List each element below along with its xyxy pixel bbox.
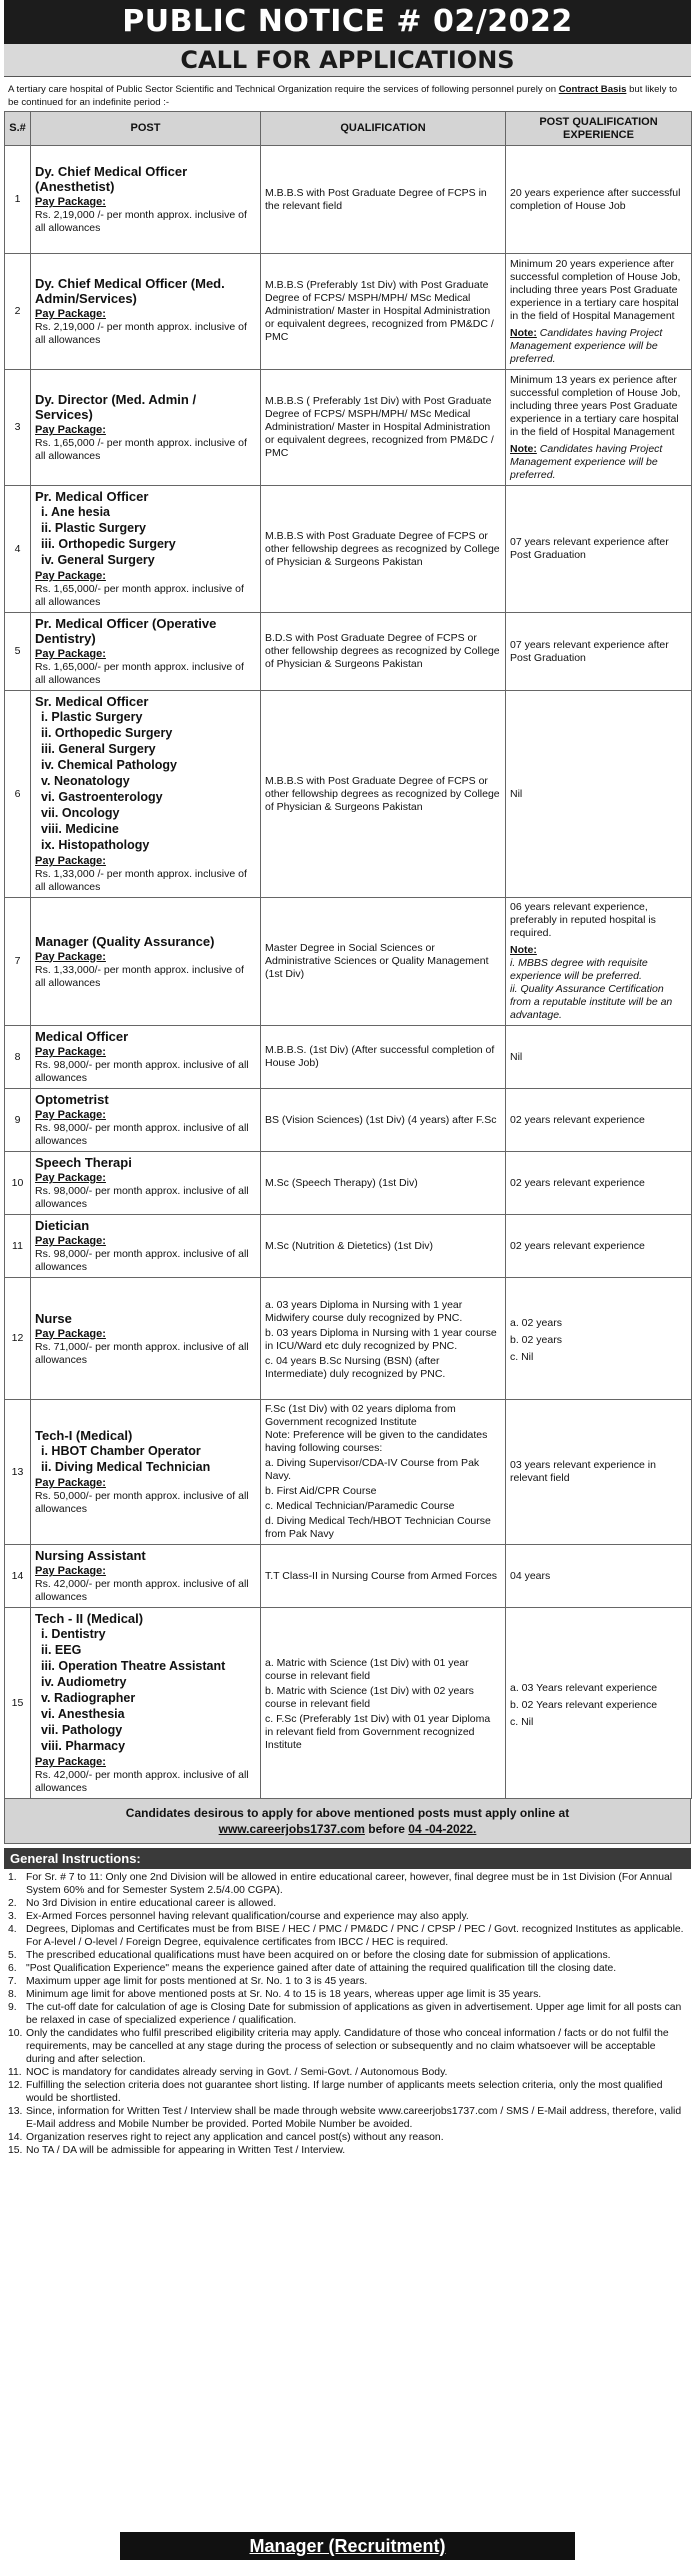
instruction-number: 13. xyxy=(8,2106,23,2117)
experience-note xyxy=(510,327,687,366)
post-subitem: ii. Diving Medical Technician xyxy=(41,1460,211,1474)
instruction-text: For Sr. # 7 to 11: Only one 2nd Division will be allowed in entire educational career, however, final degree must be in 1st Division (For Annual System 60% and for Semester System 2.5/4.00 CGPA). xyxy=(26,1872,673,1896)
pay-package-label: Pay Package: xyxy=(35,570,106,582)
instruction-text: Degrees, Diplomas and Certificates must be from BISE / HEC / PMC / PM&DC / PNC / CPSP / PEC / Govt. recognized Institutes as applicable. For A-level / O-level / Foreign Degree, equivalence certificates from IBCC / HEC is required. xyxy=(26,1924,684,1948)
qualification-item: a. 03 years Diploma in Nursing with 1 year Midwifery course duly recognized by PNC. xyxy=(265,1298,463,1324)
qualification-text: M.B.B.S with Post Graduate Degree of FCPS or other fellowship degrees as recognized by College of Physician & Surgeons Pakistan xyxy=(265,529,500,568)
post-cell xyxy=(31,254,261,370)
post-cell xyxy=(31,1545,261,1608)
qualification-note: Note: Preference will be given to the candidates having following courses: xyxy=(265,1429,488,1454)
qualification-item: a. Diving Supervisor/CDA-IV Course from Pak Navy. xyxy=(265,1457,480,1482)
pay-amount: Rs. 2,19,000 /- per month approx. inclusive of all allowances xyxy=(35,321,247,346)
experience-item: c. Nil xyxy=(510,1715,534,1728)
instruction-item xyxy=(8,1910,687,1923)
experience-text: 20 years experience after successful completion of House Job xyxy=(510,186,681,212)
table-row xyxy=(5,146,692,254)
post-cell xyxy=(31,613,261,691)
pay-amount: Rs. 1,65,000 /- per month approx. inclusive of all allowances xyxy=(35,437,247,462)
col-post: POST xyxy=(31,112,261,146)
apply-link[interactable]: www.careerjobs1737.com xyxy=(218,1822,365,1836)
pay-amount: Rs. 1,65,000/- per month approx. inclusive of all allowances xyxy=(35,583,244,608)
instruction-number: 7. xyxy=(8,1976,17,1987)
table-row xyxy=(5,1215,692,1278)
post-cell xyxy=(31,1089,261,1152)
instruction-item xyxy=(8,1923,687,1949)
qualification-item: b. First Aid/CPR Course xyxy=(265,1485,377,1497)
instruction-item xyxy=(8,2105,687,2131)
notice-subtitle: CALL FOR APPLICATIONS xyxy=(4,44,691,77)
post-cell xyxy=(31,1278,261,1400)
qualification-text: M.B.B.S with Post Graduate Degree of FCPS in the relevant field xyxy=(265,186,487,212)
qualification-cell xyxy=(261,1089,506,1152)
instruction-item xyxy=(8,2131,687,2144)
instruction-number: 15. xyxy=(8,2145,23,2156)
table-row xyxy=(5,613,692,691)
post-name: Speech Therapi xyxy=(35,1155,132,1170)
experience-cell xyxy=(506,613,692,691)
table-row xyxy=(5,691,692,898)
qualification-cell xyxy=(261,486,506,613)
pay-amount: Rs. 98,000/- per month approx. inclusive of all allowances xyxy=(35,1122,249,1147)
col-experience: POST QUALIFICATION EXPERIENCE xyxy=(506,112,692,146)
post-subitem: i. Plastic Surgery xyxy=(41,710,143,724)
post-name: Manager (Quality Assurance) xyxy=(35,933,215,949)
col-sno: S.# xyxy=(5,112,31,146)
pay-package-label: Pay Package: xyxy=(35,1046,106,1058)
post-subitem: ii. Orthopedic Surgery xyxy=(41,726,173,740)
table-body xyxy=(5,146,692,1799)
instruction-number: 12. xyxy=(8,2080,23,2091)
qualification-text: M.B.B.S ( Preferably 1st Div) with Post Graduate Degree of FCPS/ MSPH/MPH/ MSc Medical Administration/ Master in Hospital Administration or equivalent degrees, recognized from PM&DC / PMC xyxy=(265,395,494,459)
row-sno: 11 xyxy=(5,1215,31,1278)
post-subitem: ix. Histopathology xyxy=(41,838,150,852)
post-subitem: vii. Oncology xyxy=(41,806,120,820)
col-qualification: QUALIFICATION xyxy=(261,112,506,146)
instruction-number: 1. xyxy=(8,1872,17,1883)
post-cell xyxy=(31,898,261,1026)
post-name: Tech-I (Medical) xyxy=(35,1428,133,1443)
qualification-item: b. Matric with Science (1st Div) with 02 years course in relevant field xyxy=(265,1684,474,1710)
post-cell xyxy=(31,1026,261,1089)
experience-text: Nil xyxy=(510,1050,523,1063)
instruction-text: Minimum age limit for above mentioned posts at Sr. No. 4 to 15 is 18 years, whereas upper age limit is 35 years. xyxy=(26,1989,542,2000)
contract-basis: Contract Basis xyxy=(558,84,627,95)
post-cell xyxy=(31,691,261,898)
instruction-text: NOC is mandatory for candidates already serving in Govt. / Semi-Govt. / Autonomous Body. xyxy=(26,2067,448,2078)
experience-cell xyxy=(506,1400,692,1545)
row-sno: 3 xyxy=(5,370,31,486)
instruction-number: 5. xyxy=(8,1950,17,1961)
instruction-item xyxy=(8,2001,687,2027)
post-subitem: iii. General Surgery xyxy=(41,742,156,756)
post-cell xyxy=(31,146,261,254)
instruction-text: Organization reserves right to reject any application and cancel post(s) without any reason. xyxy=(26,2132,444,2143)
row-sno: 12 xyxy=(5,1278,31,1400)
pay-amount: Rs. 98,000/- per month approx. inclusive of all allowances xyxy=(35,1059,249,1084)
qualification-item: c. F.Sc (Preferably 1st Div) with 01 year Diploma in relevant field from Government recognized Institute xyxy=(265,1712,491,1751)
experience-cell xyxy=(506,254,692,370)
pay-package-label: Pay Package: xyxy=(35,1235,106,1247)
apply-banner: Candidates desirous to apply for above mentioned posts must apply online at www.careerjobs1737.com before 04 -04-2022. xyxy=(4,1799,691,1844)
qualification-cell xyxy=(261,1400,506,1545)
instruction-item xyxy=(8,1949,687,1962)
instruction-number: 4. xyxy=(8,1924,17,1935)
instruction-text: No 3rd Division in entire educational career is allowed. xyxy=(26,1898,277,1909)
row-sno: 9 xyxy=(5,1089,31,1152)
post-subitem: ii. Plastic Surgery xyxy=(41,521,146,535)
instruction-text: Fulfilling the selection criteria does not guarantee short listing. If large number of applicants meets selection criteria, only the most qualified would be shortlisted. xyxy=(26,2080,663,2104)
qualification-cell xyxy=(261,254,506,370)
instruction-text: Since, information for Written Test / Interview shall be made through website www.careerjobs1737.com / SMS / E-Mail address, therefore, valid E-Mail address and Mobile Number be provided. Ported Mobile Number be avoided. xyxy=(26,2106,682,2130)
instruction-text: The prescribed educational qualifications must have been acquired on or before the closing date for submission of applications. xyxy=(26,1950,611,1961)
table-row xyxy=(5,370,692,486)
qualification-item: c. 04 years B.Sc Nursing (BSN) (after Intermediate) duly recognized by PNC. xyxy=(265,1354,446,1380)
qualification-item: c. Medical Technician/Paramedic Course xyxy=(265,1500,455,1512)
experience-text: 04 years xyxy=(510,1569,551,1582)
instruction-text: The cut-off date for calculation of age is Closing Date for submission of applications as given in advertisement. Upper age limit for all posts can be relaxed in case of specialized experience / qualification. xyxy=(26,2002,682,2026)
instruction-number: 3. xyxy=(8,1911,17,1922)
pay-amount: Rs. 71,000/- per month approx. inclusive of all allowances xyxy=(35,1340,249,1366)
qualification-cell xyxy=(261,1278,506,1400)
post-subitem: i. Dentistry xyxy=(41,1627,106,1641)
qualification-cell xyxy=(261,1545,506,1608)
qualification-item: a. Matric with Science (1st Div) with 01 year course in relevant field xyxy=(265,1656,469,1682)
qualification-text: M.B.B.S with Post Graduate Degree of FCPS or other fellowship degrees as recognized by College of Physician & Surgeons Pakistan xyxy=(265,774,500,813)
table-row xyxy=(5,1608,692,1799)
instruction-text: Maximum upper age limit for posts mentioned at Sr. No. 1 to 3 is 45 years. xyxy=(26,1976,368,1987)
post-name: Nursing Assistant xyxy=(35,1548,146,1563)
table-row xyxy=(5,1400,692,1545)
experience-cell xyxy=(506,146,692,254)
row-sno: 14 xyxy=(5,1545,31,1608)
intro-text: A tertiary care hospital of Public Sector Scientific and Technical Organization require the services of following personnel purely on Contract Basis but likely to be continued for an indefinite period :- xyxy=(8,84,678,108)
qualification-text: M.B.B.S (Preferably 1st Div) with Post Graduate Degree of FCPS/ MSPH/MPH/ MSc Medical Administration/ Master in Hospital Administration or equivalent degrees, recognized from PM&DC / PMC xyxy=(265,279,494,343)
row-sno: 13 xyxy=(5,1400,31,1545)
pay-amount: Rs. 1,65,000/- per month approx. inclusive of all allowances xyxy=(35,661,244,686)
qualification-cell xyxy=(261,1026,506,1089)
instruction-number: 2. xyxy=(8,1898,17,1909)
pay-amount: Rs. 50,000/- per month approx. inclusive of all allowances xyxy=(35,1490,249,1515)
pay-amount: Rs. 2,19,000 /- per month approx. inclusive of all allowances xyxy=(35,209,247,234)
qualification-text: Master Degree in Social Sciences or Administrative Sciences or Quality Management (1st Div) xyxy=(265,942,489,980)
post-cell xyxy=(31,1152,261,1215)
instruction-text: No TA / DA will be admissible for appearing in Written Test / Interview. xyxy=(26,2145,346,2156)
post-name: Dy. Chief Medical Officer (Med. Admin/Services) xyxy=(35,276,225,306)
experience-item: a. 02 years xyxy=(510,1317,562,1329)
experience-text: Minimum 13 years ex perience after successful completion of House Job, including three years Post Graduate experience in a tertiary care hospital in the field of Hospital Management xyxy=(510,373,681,438)
experience-cell xyxy=(506,1278,692,1400)
qualification-text: M.B.B.S. (1st Div) (After successful completion of House Job) xyxy=(265,1044,495,1069)
pay-package-label: Pay Package: xyxy=(35,1109,106,1121)
post-subitem: viii. Medicine xyxy=(41,822,119,836)
post-cell xyxy=(31,1400,261,1545)
pay-package-label: Pay Package: xyxy=(35,950,106,963)
pay-package-label: Pay Package: xyxy=(35,1172,106,1184)
pay-amount: Rs. 1,33,000/- per month approx. inclusive of all allowances xyxy=(35,963,244,989)
post-subitem: viii. Pharmacy xyxy=(41,1739,126,1753)
post-subitem: vi. Anesthesia xyxy=(41,1707,125,1721)
table-row xyxy=(5,1545,692,1608)
footer xyxy=(0,2532,695,2560)
row-sno: 4 xyxy=(5,486,31,613)
experience-text: 02 years relevant experience xyxy=(510,1239,645,1252)
experience-text: 02 years relevant experience xyxy=(510,1113,645,1126)
note-text: Candidates having Project Management experience will be preferred. xyxy=(510,326,663,365)
row-sno: 5 xyxy=(5,613,31,691)
notice-title: PUBLIC NOTICE # 02/2022 xyxy=(4,0,691,44)
pay-package-label: Pay Package: xyxy=(35,855,106,867)
instruction-item xyxy=(8,1975,687,1988)
post-cell xyxy=(31,1608,261,1799)
pay-package-label: Pay Package: xyxy=(35,1477,106,1489)
post-cell xyxy=(31,1215,261,1278)
post-name: Sr. Medical Officer xyxy=(35,694,149,709)
instruction-number: 14. xyxy=(8,2132,23,2143)
experience-cell xyxy=(506,1089,692,1152)
pay-package-label: Pay Package: xyxy=(35,308,106,320)
note-text: Candidates having Project Management experience will be preferred. xyxy=(510,442,663,481)
experience-cell xyxy=(506,370,692,486)
row-sno: 8 xyxy=(5,1026,31,1089)
qualification-cell xyxy=(261,1152,506,1215)
row-sno: 1 xyxy=(5,146,31,254)
post-name: Optometrist xyxy=(35,1092,109,1107)
pay-package-label: Pay Package: xyxy=(35,1756,106,1768)
instruction-item xyxy=(8,1962,687,1975)
experience-text: 07 years relevant experience after Post Graduation xyxy=(510,638,669,664)
instruction-number: 8. xyxy=(8,1989,17,2000)
experience-cell xyxy=(506,1215,692,1278)
pay-package-label: Pay Package: xyxy=(35,424,106,436)
instruction-text: Only the candidates who fulfil prescribed eligibility criteria may apply. Candidature of those who conceal information / facts or do not fulfil the requirements, may be cancelled at any stage during the process of selection or subsequently and no claim whatsoever will be acceptable during and after selection. xyxy=(26,2028,669,2065)
posts-table xyxy=(4,111,692,1799)
table-row xyxy=(5,486,692,613)
qualification-text: F.Sc (1st Div) with 02 years diploma from Government recognized Institute xyxy=(265,1403,456,1428)
experience-text: 07 years relevant experience after Post Graduation xyxy=(510,536,669,561)
experience-item: b. 02 years xyxy=(510,1334,562,1346)
experience-text: Nil xyxy=(510,787,523,800)
post-name: Dy. Director (Med. Admin / Services) xyxy=(35,392,197,422)
instruction-item xyxy=(8,2027,687,2066)
closing-date: 04 -04-2022. xyxy=(408,1822,477,1836)
post-cell xyxy=(31,370,261,486)
qualification-cell xyxy=(261,613,506,691)
post-name: Dietician xyxy=(35,1218,90,1233)
qualification-text: M.Sc (Nutrition & Dietetics) (1st Div) xyxy=(265,1239,434,1252)
row-sno: 15 xyxy=(5,1608,31,1799)
pay-package-label: Pay Package: xyxy=(35,1565,106,1577)
post-name: Tech - II (Medical) xyxy=(35,1611,144,1626)
post-subitem: vi. Gastroenterology xyxy=(41,790,163,804)
experience-text: 06 years relevant experience, preferably in reputed hospital is required. xyxy=(510,901,656,939)
qualification-cell xyxy=(261,898,506,1026)
table-row xyxy=(5,1152,692,1215)
post-subitem: vii. Pathology xyxy=(41,1723,123,1737)
post-subitem: v. Neonatology xyxy=(41,774,130,788)
table-header-row xyxy=(5,112,692,146)
experience-item: c. Nil xyxy=(510,1351,534,1363)
table-row xyxy=(5,1089,692,1152)
instruction-item xyxy=(8,2079,687,2105)
pay-amount: Rs. 42,000/- per month approx. inclusive of all allowances xyxy=(35,1769,249,1794)
signatory: Manager (Recruitment) xyxy=(120,2532,575,2560)
table-row xyxy=(5,254,692,370)
post-name: Dy. Chief Medical Officer (Anesthetist) xyxy=(35,164,188,194)
experience-text: Minimum 20 years experience after successful completion of House Job, including three years Post Graduate experience in a tertiary care hospital in the field of Hospital Management xyxy=(510,257,681,322)
pay-package-label: Pay Package: xyxy=(35,196,106,208)
post-name: Pr. Medical Officer xyxy=(35,489,149,504)
instruction-item xyxy=(8,1897,687,1910)
post-cell xyxy=(31,486,261,613)
qualification-item: d. Diving Medical Tech/HBOT Technician Course from Pak Navy xyxy=(265,1515,491,1540)
note-item: i. MBBS degree with requisite experience will be preferred. xyxy=(510,957,648,982)
instruction-item xyxy=(8,2144,687,2157)
qualification-cell xyxy=(261,370,506,486)
instruction-item xyxy=(8,2066,687,2079)
post-subitem: iv. Chemical Pathology xyxy=(41,758,177,772)
instruction-item xyxy=(8,1871,687,1897)
experience-cell xyxy=(506,486,692,613)
qualification-cell xyxy=(261,146,506,254)
experience-note xyxy=(510,944,687,957)
instruction-number: 9. xyxy=(8,2002,17,2013)
post-subitem: i. Ane hesia xyxy=(41,505,111,519)
experience-note xyxy=(510,443,687,482)
post-subitem: i. HBOT Chamber Operator xyxy=(41,1444,201,1458)
experience-cell xyxy=(506,691,692,898)
pay-package-label: Pay Package: xyxy=(35,648,106,660)
qualification-cell xyxy=(261,1215,506,1278)
post-subitem: v. Radiographer xyxy=(41,1691,136,1705)
experience-item: a. 03 Years relevant experience xyxy=(510,1681,658,1694)
experience-cell xyxy=(506,1152,692,1215)
qualification-item: b. 03 years Diploma in Nursing with 1 year course in ICU/Ward etc duly recognized by PNC. xyxy=(265,1326,497,1352)
note-item: ii. Quality Assurance Certification from a reputable institute will be an advantage. xyxy=(510,983,673,1021)
pay-amount: Rs. 42,000/- per month approx. inclusive of all allowances xyxy=(35,1578,249,1603)
qualification-text: T.T Class-II in Nursing Course from Armed Forces xyxy=(265,1569,498,1582)
instructions-title: General Instructions: xyxy=(4,1848,691,1869)
note-label: Note: xyxy=(510,326,537,339)
post-name: Pr. Medical Officer (Operative Dentistry) xyxy=(35,616,217,646)
qualification-text: BS (Vision Sciences) (1st Div) (4 years) after F.Sc xyxy=(265,1113,497,1126)
pay-amount: Rs. 1,33,000 /- per month approx. inclusive of all allowances xyxy=(35,868,247,893)
instruction-item xyxy=(8,1988,687,2001)
experience-text: 02 years relevant experience xyxy=(510,1176,645,1189)
experience-cell xyxy=(506,898,692,1026)
post-subitem: iv. Audiometry xyxy=(41,1675,127,1689)
post-subitem: iii. Orthopedic Surgery xyxy=(41,537,176,551)
qualification-cell xyxy=(261,691,506,898)
instruction-number: 6. xyxy=(8,1963,17,1974)
instructions-list xyxy=(4,1869,691,2159)
pay-package-label: Pay Package: xyxy=(35,1327,106,1340)
instruction-number: 10. xyxy=(8,2028,23,2039)
qualification-text: M.Sc (Speech Therapy) (1st Div) xyxy=(265,1176,418,1189)
qualification-text: B.D.S with Post Graduate Degree of FCPS or other fellowship degrees as recognized by College of Physician & Surgeons Pakistan xyxy=(265,632,500,670)
row-sno: 7 xyxy=(5,898,31,1026)
row-sno: 10 xyxy=(5,1152,31,1215)
post-subitem: iv. General Surgery xyxy=(41,553,155,567)
experience-cell xyxy=(506,1026,692,1089)
instruction-text: "Post Qualification Experience" means the experience gained after date of attaining the required qualification till the closing date. xyxy=(26,1963,617,1974)
table-row xyxy=(5,1026,692,1089)
experience-cell xyxy=(506,1608,692,1799)
table-row xyxy=(5,1278,692,1400)
note-label: Note: xyxy=(510,944,537,956)
row-sno: 6 xyxy=(5,691,31,898)
experience-text: 03 years relevant experience in relevant field xyxy=(510,1459,656,1484)
instruction-number: 11. xyxy=(8,2067,22,2078)
pay-amount: Rs. 98,000/- per month approx. inclusive of all allowances xyxy=(35,1248,249,1273)
post-subitem: iii. Operation Theatre Assistant xyxy=(41,1659,226,1673)
experience-item: b. 02 Years relevant experience xyxy=(510,1698,658,1711)
experience-cell xyxy=(506,1545,692,1608)
instruction-text: Ex-Armed Forces personnel having relevant qualification/course and experience may also apply. xyxy=(26,1911,469,1922)
table-row xyxy=(5,898,692,1026)
post-name: Medical Officer xyxy=(35,1029,129,1044)
post-name: Nurse xyxy=(35,1310,72,1326)
qualification-cell xyxy=(261,1608,506,1799)
note-label: Note: xyxy=(510,442,537,455)
pay-amount: Rs. 98,000/- per month approx. inclusive of all allowances xyxy=(35,1185,249,1210)
row-sno: 2 xyxy=(5,254,31,370)
post-subitem: ii. EEG xyxy=(41,1643,82,1657)
